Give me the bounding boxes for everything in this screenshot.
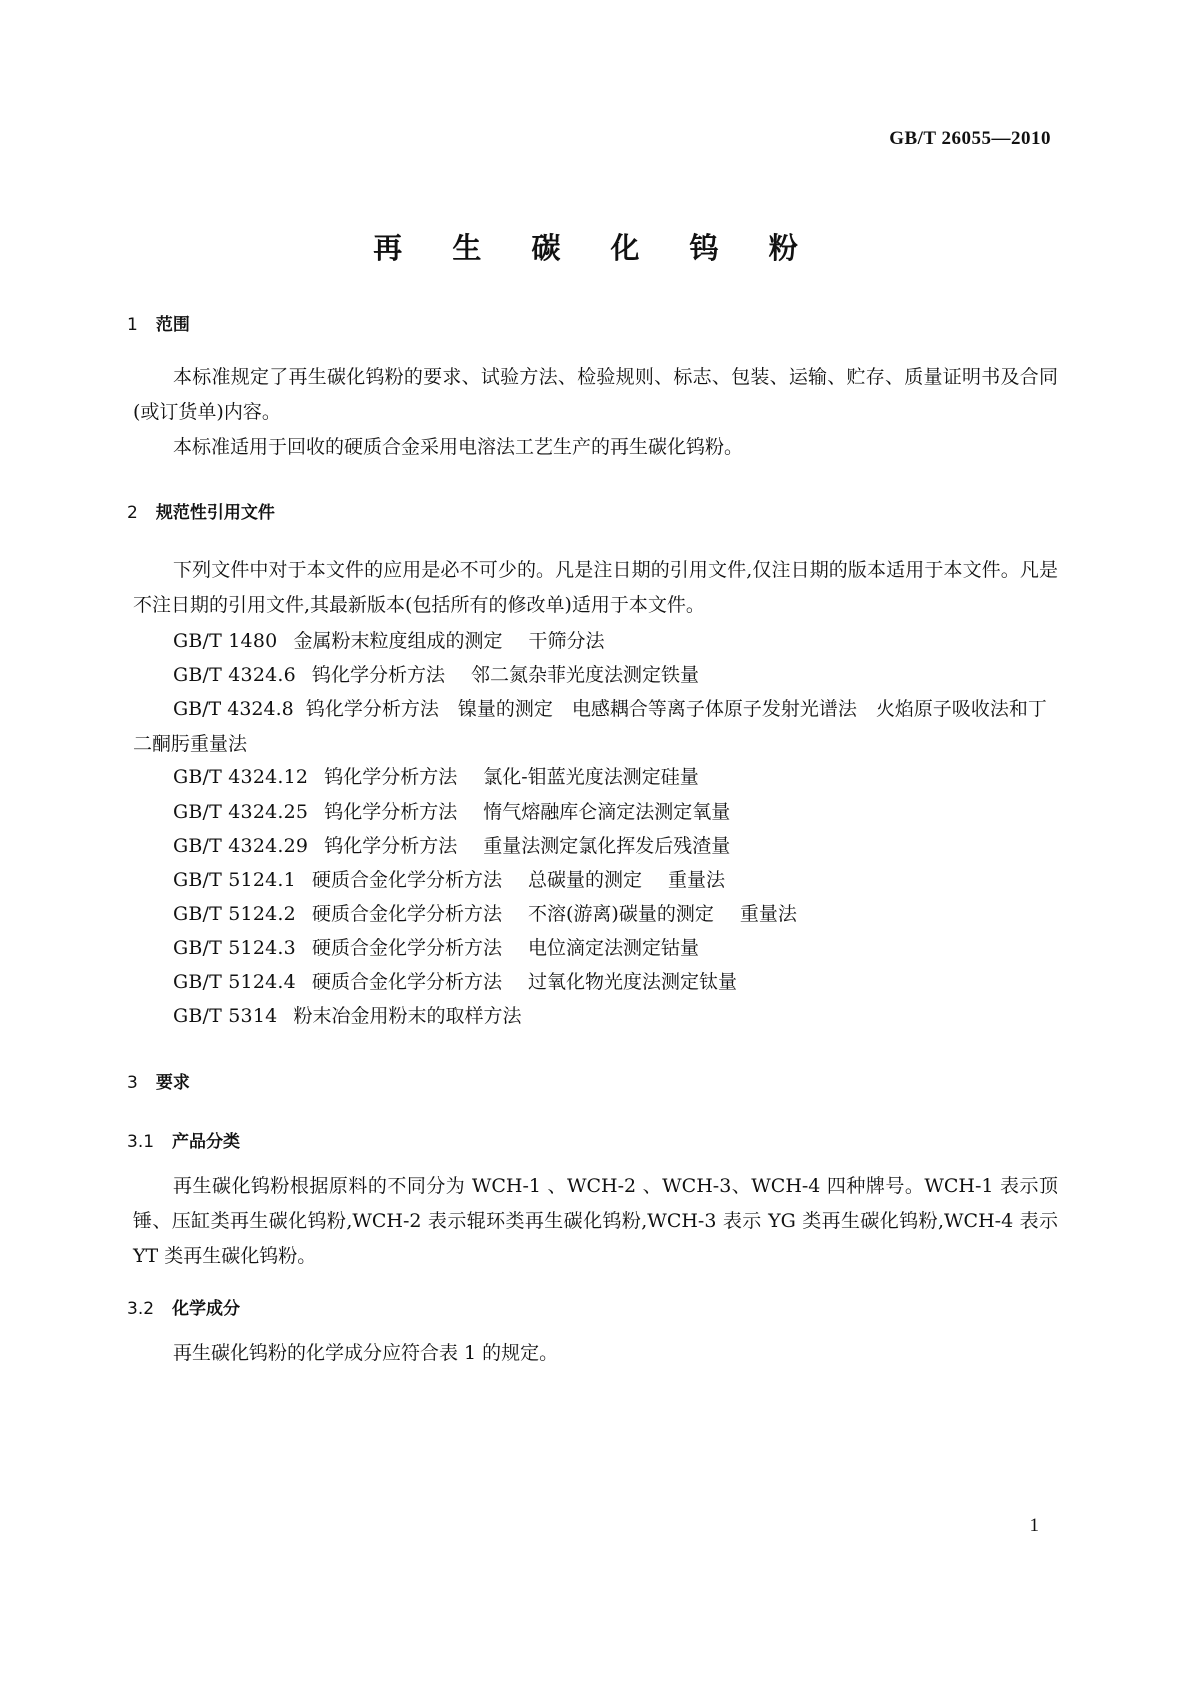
- reference-title: 重量法测定氯化挥发后残渣量: [483, 835, 731, 857]
- reference-item: [173, 658, 699, 693]
- reference-code: GB/T 5124.3: [173, 937, 296, 959]
- reference-title: 钨化学分析方法: [324, 801, 458, 823]
- page-number: 1: [1029, 1515, 1039, 1536]
- reference-title: 电位滴定法测定钴量: [528, 937, 700, 959]
- reference-item: [173, 999, 521, 1034]
- reference-title: 钨化学分析方法: [324, 835, 458, 857]
- section-2-heading: [127, 498, 275, 523]
- section-number: 1: [127, 315, 138, 335]
- reference-code: GB/T 4324.29: [173, 835, 309, 857]
- reference-title: 硬质合金化学分析方法: [311, 869, 502, 891]
- section-1-paragraph: 本标准适用于回收的硬质合金采用电溶法工艺生产的再生碳化钨粉。: [173, 436, 744, 458]
- reference-item: [173, 965, 737, 1000]
- section-number: 2: [127, 503, 138, 523]
- reference-title: 硬质合金化学分析方法: [311, 903, 502, 925]
- reference-code: GB/T 1480: [173, 630, 278, 652]
- reference-title: 钨化学分析方法 镍量的测定 电感耦合等离子体原子发射光谱法 火焰原子吸收法和丁二酮肟重量法: [133, 698, 1047, 755]
- reference-title: 氯化-钼蓝光度法测定硅量: [483, 766, 699, 788]
- section-number: 3: [127, 1073, 138, 1093]
- reference-code: GB/T 4324.12: [173, 766, 309, 788]
- reference-item: [173, 760, 699, 795]
- subsection-number: 3.1: [127, 1132, 155, 1152]
- reference-code: GB/T 5124.2: [173, 903, 296, 925]
- subsection-3-2-heading: [127, 1294, 240, 1319]
- reference-title: 金属粉末粒度组成的测定: [293, 630, 503, 652]
- reference-item: [173, 897, 797, 932]
- subsection-3-2-paragraph: 再生碳化钨粉的化学成分应符合表 1 的规定。: [173, 1342, 559, 1364]
- reference-title: 总碳量的测定: [528, 869, 643, 891]
- reference-code: GB/T 5124.4: [173, 971, 296, 993]
- reference-item: [133, 692, 1058, 762]
- reference-title: 硬质合金化学分析方法: [311, 971, 502, 993]
- reference-title: 过氧化物光度法测定钛量: [528, 971, 738, 993]
- reference-title: 重量法: [739, 903, 797, 925]
- reference-title: 惰气熔融库仑滴定法测定氧量: [483, 801, 731, 823]
- reference-title: 邻二氮杂菲光度法测定铁量: [471, 664, 700, 686]
- section-2-intro: 下列文件中对于本文件的应用是必不可少的。凡是注日期的引用文件,仅注日期的版本适用于本文件。凡是不注日期的引用文件,其最新版本(包括所有的修改单)适用于本文件。: [133, 559, 1058, 616]
- subsection-title: 产品分类: [172, 1132, 241, 1152]
- section-title: 要求: [155, 1073, 190, 1093]
- reference-title: 粉末冶金用粉末的取样方法: [293, 1005, 522, 1027]
- standard-code: GB/T 26055—2010: [889, 128, 1051, 149]
- reference-item: [173, 931, 699, 966]
- reference-title: 重量法: [668, 869, 726, 891]
- reference-title: 不溶(游离)碳量的测定: [528, 903, 714, 925]
- reference-item: [173, 829, 730, 864]
- reference-code: GB/T 4324.6: [173, 664, 296, 686]
- reference-title: 钨化学分析方法: [324, 766, 458, 788]
- reference-code: GB/T 5124.1: [173, 869, 296, 891]
- section-title: 规范性引用文件: [155, 503, 275, 523]
- reference-item: [173, 863, 725, 898]
- section-1-paragraph: 本标准规定了再生碳化钨粉的要求、试验方法、检验规则、标志、包装、运输、贮存、质量证明书及合同(或订货单)内容。: [133, 366, 1058, 423]
- subsection-title: 化学成分: [172, 1299, 241, 1319]
- document-title: 再 生 碳 化 钨 粉: [373, 231, 818, 265]
- reference-title: 硬质合金化学分析方法: [311, 937, 502, 959]
- subsection-3-1-heading: [127, 1127, 240, 1152]
- section-3-heading: [127, 1068, 190, 1093]
- reference-item: [173, 624, 605, 659]
- reference-code: GB/T 4324.25: [173, 801, 309, 823]
- reference-code: GB/T 5314: [173, 1005, 278, 1027]
- subsection-number: 3.2: [127, 1299, 155, 1319]
- reference-title: 干筛分法: [528, 630, 605, 652]
- reference-code: GB/T 4324.8: [173, 698, 294, 720]
- section-1-heading: [127, 310, 190, 335]
- reference-item: [173, 795, 730, 830]
- subsection-3-1-paragraph: 再生碳化钨粉根据原料的不同分为 WCH-1 、WCH-2 、WCH-3、WCH-4 四种牌号。WCH-1 表示顶锤、压缸类再生碳化钨粉,WCH-2 表示辊环类再生碳化钨粉,WCH-3 表示 YG 类再生碳化钨粉,WCH-4 表示 YT 类再生碳化钨粉。: [133, 1175, 1058, 1267]
- reference-title: 钨化学分析方法: [311, 664, 445, 686]
- section-title: 范围: [155, 315, 190, 335]
